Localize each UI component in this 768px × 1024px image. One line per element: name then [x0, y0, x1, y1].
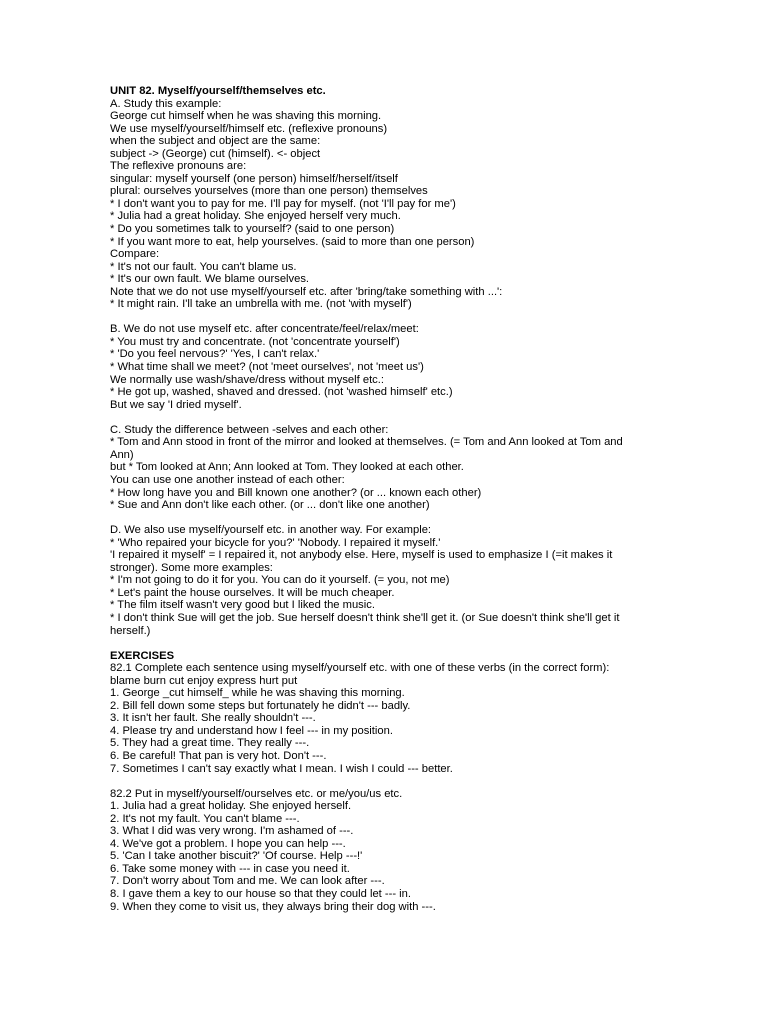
text-line: when the subject and object are the same:: [110, 135, 321, 148]
text-line: plural: ourselves yourselves (more than one person) themselves: [110, 185, 428, 198]
text-line: * He got up, washed, shaved and dressed. (not 'washed himself' etc.): [110, 386, 453, 399]
text-line: 82.2 Put in myself/yourself/ourselves etc. or me/you/us etc.: [110, 787, 403, 800]
text-line: You can use one another instead of each other:: [110, 473, 345, 486]
text-line: * How long have you and Bill known one another? (or ... known each other): [110, 486, 482, 499]
unit-title: UNIT 82. Myself/yourself/themselves etc.: [110, 85, 326, 97]
text-line: Note that we do not use myself/yourself etc. after 'bring/take something with ...':: [110, 285, 503, 298]
text-line: 1. Julia had a great holiday. She enjoyed herself.: [110, 800, 352, 813]
section-c: [110, 424, 660, 512]
text-line: 4. Please try and understand how I feel --- in my position.: [110, 724, 393, 737]
text-line: 'I repaired it myself' = I repaired it, not anybody else. Here, myself is used to emphasize I (=it makes it: [110, 549, 613, 562]
text-line: * Tom and Ann stood in front of the mirror and looked at themselves. (= Tom and Ann looked at Tom and: [110, 436, 623, 449]
text-line: singular: myself yourself (one person) himself/herself/itself: [110, 172, 398, 185]
text-line: * It might rain. I'll take an umbrella with me. (not 'with myself'): [110, 298, 412, 311]
text-line: 9. When they come to visit us, they always bring their dog with ---.: [110, 900, 436, 913]
text-line: 5. 'Can I take another biscuit?' 'Of course. Help ---!': [110, 850, 363, 863]
text-line: B. We do not use myself etc. after concentrate/feel/relax/meet:: [110, 323, 419, 336]
text-line: Compare:: [110, 248, 160, 261]
section-b: [110, 323, 660, 411]
text-line: C. Study the difference between -selves and each other:: [110, 423, 389, 436]
text-line: 3. It isn't her fault. She really shouldn't ---.: [110, 712, 316, 725]
text-line: * Julia had a great holiday. She enjoyed herself very much.: [110, 210, 401, 223]
text-line: But we say 'I dried myself'.: [110, 398, 242, 411]
text-line: * It's not our fault. You can't blame us.: [110, 260, 297, 273]
text-line: * Do you sometimes talk to yourself? (said to one person): [110, 223, 395, 236]
exercise-82-2: [110, 788, 660, 913]
text-line: * 'Who repaired your bicycle for you?' 'Nobody. I repaired it myself.': [110, 536, 441, 549]
exercise-82-1: [110, 662, 660, 775]
text-line: * I don't think Sue will get the job. Sue herself doesn't think she'll get it. (or Sue doesn't think she'll get it: [110, 611, 620, 624]
text-line: * If you want more to eat, help yourselves. (said to more than one person): [110, 235, 475, 248]
text-line: but * Tom looked at Ann; Ann looked at Tom. They looked at each other.: [110, 461, 464, 474]
text-line: George cut himself when he was shaving this morning.: [110, 110, 382, 123]
text-line: 6. Take some money with --- in case you need it.: [110, 862, 350, 875]
section-d: [110, 524, 660, 637]
text-line: We use myself/yourself/himself etc. (reflexive pronouns): [110, 122, 388, 135]
text-line: 2. Bill fell down some steps but fortunately he didn't --- badly.: [110, 699, 411, 712]
text-line: Ann): [110, 448, 134, 461]
paragraph-gap: [110, 512, 660, 525]
document-page: [110, 85, 660, 913]
paragraph-gap: [110, 637, 660, 650]
text-line: herself.): [110, 624, 151, 637]
text-line: * Let's paint the house ourselves. It will be much cheaper.: [110, 586, 395, 599]
text-line: 2. It's not my fault. You can't blame ---.: [110, 812, 300, 825]
text-line: 7. Sometimes I can't say exactly what I mean. I wish I could --- better.: [110, 762, 453, 775]
text-line: 82.1 Complete each sentence using myself/yourself etc. with one of these verbs (in the correct form):: [110, 662, 610, 675]
text-line: subject -> (George) cut (himself). <- object: [110, 147, 321, 160]
text-line: 6. Be careful! That pan is very hot. Don't ---.: [110, 749, 327, 762]
text-line: 4. We've got a problem. I hope you can help ---.: [110, 837, 346, 850]
text-line: The reflexive pronouns are:: [110, 160, 247, 173]
text-line: * You must try and concentrate. (not 'concentrate yourself'): [110, 335, 400, 348]
text-line: blame burn cut enjoy express hurt put: [110, 674, 298, 687]
text-line: * Sue and Ann don't like each other. (or ... don't like one another): [110, 499, 430, 512]
paragraph-gap: [110, 411, 660, 424]
text-line: stronger). Some more examples:: [110, 561, 273, 574]
paragraph-gap: [110, 775, 660, 788]
paragraph-gap: [110, 311, 660, 324]
text-line: D. We also use myself/yourself etc. in another way. For example:: [110, 524, 432, 537]
exercises-heading: EXERCISES: [110, 649, 175, 662]
text-line: 3. What I did was very wrong. I'm ashamed of ---.: [110, 825, 354, 838]
text-line: 5. They had a great time. They really ---.: [110, 737, 310, 750]
text-line: 1. George _cut himself_ while he was shaving this morning.: [110, 687, 405, 700]
text-line: 8. I gave them a key to our house so that they could let --- in.: [110, 888, 411, 900]
text-line: * It's our own fault. We blame ourselves.: [110, 273, 310, 286]
text-line: A. Study this example:: [110, 97, 222, 110]
text-line: 7. Don't worry about Tom and me. We can look after ---.: [110, 875, 385, 888]
section-a: [110, 98, 660, 311]
text-line: We normally use wash/shave/dress without myself etc.:: [110, 373, 384, 386]
text-line: * I don't want you to pay for me. I'll pay for myself. (not 'I'll pay for me'): [110, 197, 456, 210]
text-line: * The film itself wasn't very good but I liked the music.: [110, 599, 375, 612]
text-line: * What time shall we meet? (not 'meet ourselves', not 'meet us'): [110, 361, 424, 374]
text-line: * 'Do you feel nervous?' 'Yes, I can't relax.': [110, 348, 320, 361]
text-line: * I'm not going to do it for you. You can do it yourself. (= you, not me): [110, 574, 450, 587]
